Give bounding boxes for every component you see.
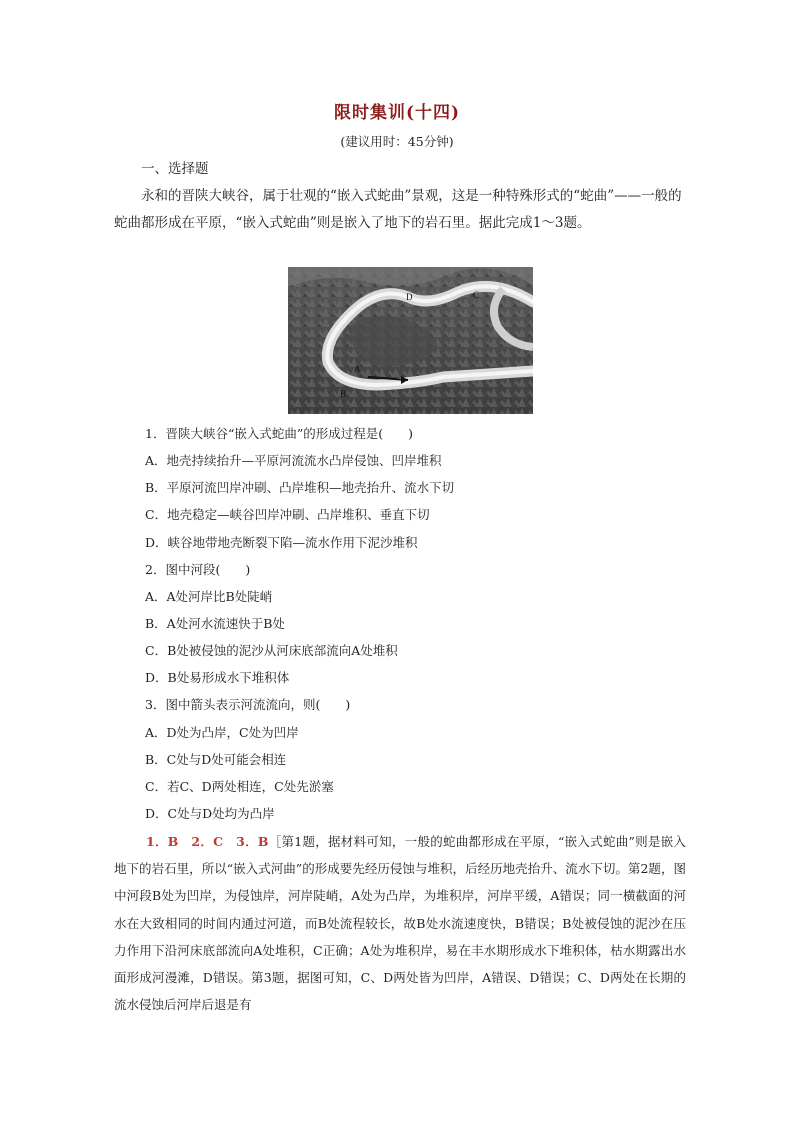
question-1-option-b: B．平原河流凹岸冲刷、凸岸堆积—地壳抬升、流水下切 — [145, 480, 455, 495]
answer-text: ［第1题，据材料可知，一般的蛇曲都形成在平原，“嵌入式蛇曲”则是嵌入地下的岩石里，所以“嵌入式河曲”的形成要先经历侵蚀与堆积，后经历地壳抬升、流水下切。第2题，图中河段B处为凹岸，为侵蚀岸，河岸陡峭，A处为凸岸，为堆积岸，河岸平缓，A错误；同一横截面的河水在大致相同的时间内通过河道，而B处流程较长，故B处水流速度快，B错误；B处被侵蚀的泥沙在压力作用下沿河床底部流向A处堆积，C正确；A处为堆积岸，易在丰水期形成水下堆积体，枯水期露出水面形成河漫滩，D错误。第3题，据图可知，C、D两处皆为凹岸，A错误、D错误；C、D两处在长期的流水侵蚀后河岸后退是有 — [114, 834, 686, 1013]
question-3-option-b: B．C处与D处可能会相连 — [145, 752, 287, 767]
question-1-stem: 1．晋陕大峡谷“嵌入式蛇曲”的形成过程是( ) — [145, 426, 413, 441]
answer-explanation — [114, 828, 686, 1018]
question-2-stem: 2．图中河段( ) — [145, 562, 251, 577]
page-title: 限时集训(十四) — [333, 103, 461, 123]
time-suggestion: (建议用时：45分钟) — [340, 134, 454, 149]
question-3-option-a: A．D处为凸岸，C处为凹岸 — [145, 725, 299, 740]
question-1-option-d: D．峡谷地带地壳断裂下陷—流水作用下泥沙堆积 — [145, 535, 418, 550]
label-a: A — [354, 364, 361, 374]
label-d: D — [406, 292, 413, 302]
question-2-option-d: D．B处易形成水下堆积体 — [145, 670, 290, 685]
question-3-option-d: D．C处与D处均为凸岸 — [145, 806, 275, 821]
aerial-canyon-image — [288, 267, 533, 414]
intro-paragraph: 永和的晋陕大峡谷，属于壮观的“嵌入式蛇曲”景观，这是一种特殊形式的“蛇曲”——一般的蛇曲都形成在平原，“嵌入式蛇曲”则是嵌入了地下的岩石里。据此完成1～3题。 — [114, 188, 682, 231]
question-1-option-c: C．地壳稳定—峡谷凹岸冲刷、凸岸堆积、垂直下切 — [145, 507, 430, 522]
question-2-option-a: A．A处河岸比B处陡峭 — [145, 589, 273, 604]
label-c: C — [473, 290, 480, 300]
question-3-option-c: C．若C、D两处相连，C处先淤塞 — [145, 779, 334, 794]
question-2-option-b: B．A处河水流速快于B处 — [145, 616, 285, 631]
label-b: B — [340, 389, 347, 399]
canyon-meander-photo — [288, 267, 533, 414]
question-1-option-a: A．地壳持续抬升—平原河流流水凸岸侵蚀、凹岸堆积 — [145, 453, 442, 468]
section-heading: 一、选择题 — [141, 161, 209, 177]
question-2-option-c: C．B处被侵蚀的泥沙从河床底部流向A处堆积 — [145, 643, 398, 658]
question-3-stem: 3．图中箭头表示河流流向，则( ) — [145, 697, 351, 712]
answer-keys: 1．B 2．C 3．B — [146, 834, 269, 849]
